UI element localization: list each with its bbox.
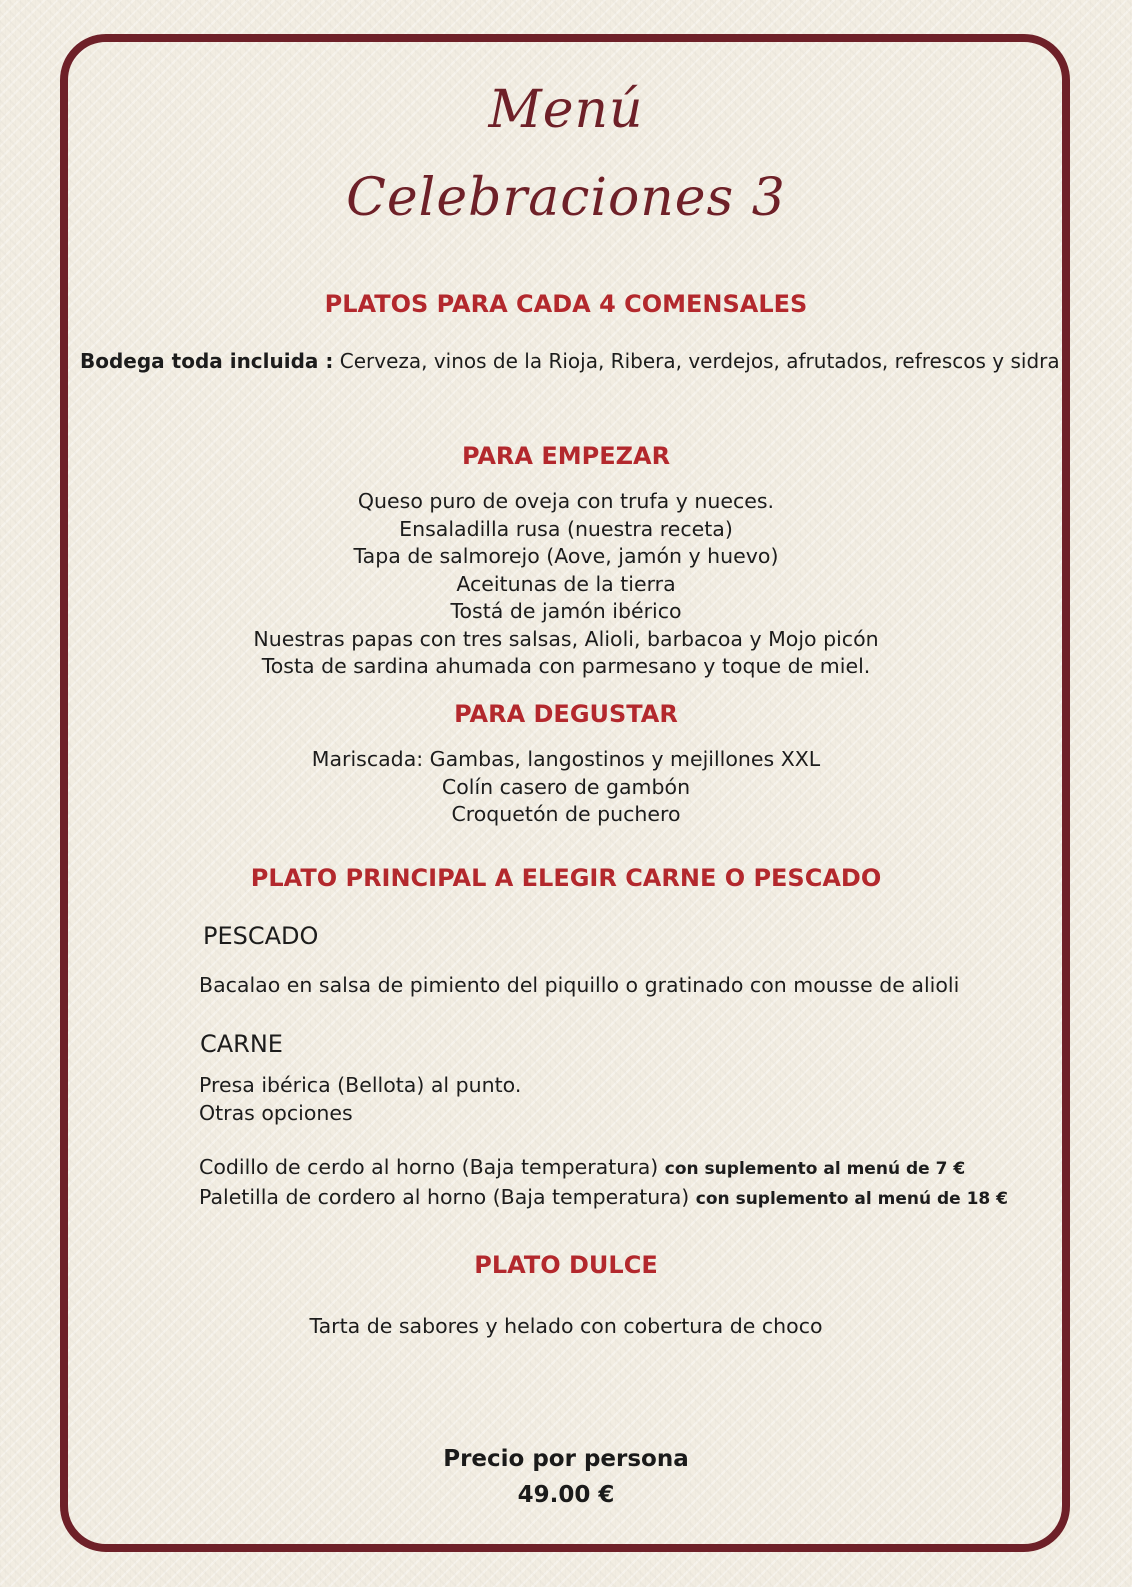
degustar-list: [0, 746, 1132, 829]
price-block: [0, 1441, 1132, 1513]
extra-suplemento: con suplemento al menú de 18 €: [695, 1188, 1008, 1209]
extra-item: [199, 1154, 1008, 1184]
menu-title: Menú: [488, 80, 644, 140]
extra-item: [199, 1184, 1008, 1214]
carne-label: CARNE: [200, 1030, 283, 1058]
section-heading-dulce: PLATO DULCE: [474, 1251, 658, 1279]
pescado-label: PESCADO: [203, 922, 319, 950]
extra-suplemento: con suplemento al menú de 7 €: [664, 1159, 966, 1179]
price-value: 49.00 €: [517, 1482, 615, 1508]
list-item: Mariscada: Gambas, langostinos y mejillones XXL: [311, 747, 821, 771]
list-item: Presa ibérica (Bellota) al punto.: [199, 1073, 522, 1097]
list-item: Colín casero de gambón: [441, 774, 691, 799]
list-item: Tapa de salmorejo (Aove, jamón y huevo): [353, 544, 779, 568]
extra-text: Codillo de cerdo al horno (Baja temperatura): [199, 1155, 665, 1179]
list-item: Tosta de sardina ahumada con parmesano y toque de miel.: [261, 654, 871, 678]
bodega-label: Bodega toda incluida :: [80, 349, 334, 373]
section-heading-degustar: PARA DEGUSTAR: [454, 700, 678, 728]
section-heading-empezar: PARA EMPEZAR: [461, 442, 671, 470]
list-item: Croquetón de puchero: [451, 802, 681, 826]
list-item: Nuestras papas con tres salsas, Alioli, barbacoa y Mojo picón: [253, 626, 879, 651]
list-item: Ensaladilla rusa (nuestra receta): [399, 516, 733, 541]
pescado-item: Bacalao en salsa de pimiento del piquillo o gratinado con mousse de alioli: [199, 973, 960, 997]
list-item: Tostá de jamón ibérico: [450, 599, 682, 623]
extras-list: [199, 1154, 1008, 1213]
bodega-text: Cerveza, vinos de la Rioja, Ribera, verdejos, afrutados, refrescos y sidra: [333, 349, 1060, 373]
list-item: Otras opciones: [199, 1100, 353, 1125]
list-item: Queso puro de oveja con trufa y nueces.: [357, 489, 775, 513]
carne-list: [199, 1072, 521, 1127]
section-heading-principal: PLATO PRINCIPAL A ELEGIR CARNE O PESCADO: [250, 864, 882, 892]
empezar-list: [0, 488, 1132, 681]
menu-subtitle: Celebraciones 3: [346, 168, 786, 228]
platos-info-heading: PLATOS PARA CADA 4 COMENSALES: [324, 290, 808, 318]
list-item: Aceitunas de la tierra: [456, 571, 676, 596]
dulce-item: Tarta de sabores y helado con cobertura de choco: [309, 1314, 823, 1338]
extra-text: Paletilla de cordero al horno (Baja temperatura): [199, 1184, 696, 1209]
bodega-line: [80, 348, 1060, 376]
price-label: Precio por persona: [443, 1446, 689, 1472]
